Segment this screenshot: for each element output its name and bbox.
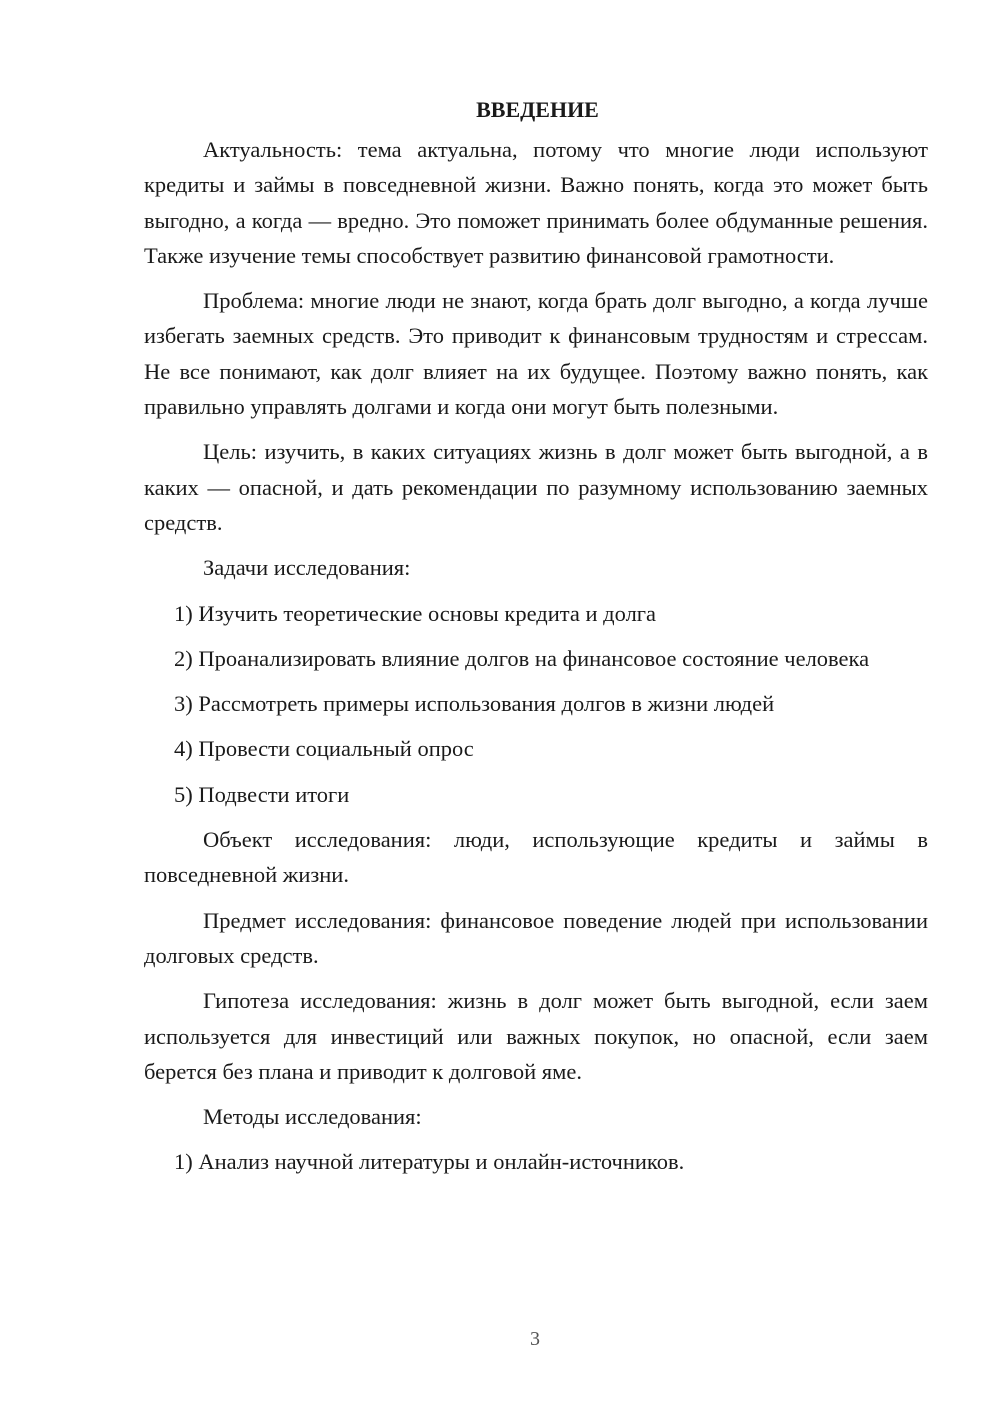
list-item-task-5: 5) Подвести итоги xyxy=(174,781,350,807)
page-number: 3 xyxy=(530,1328,540,1350)
list-item-task-1: 1) Изучить теоретические основы кредита и долга xyxy=(174,600,657,626)
paragraph-hypothesis: Гипотеза исследования: жизнь в долг может быть выгодной, если заем используется для инвестиций или важных покупок, но опасной, если заем берется без плана и приводит к долговой яме. xyxy=(144,988,928,1084)
paragraph-subject: Предмет исследования: финансовое поведение людей при использовании долговых средств. xyxy=(144,907,928,968)
paragraph-goal: Цель: изучить, в каких ситуациях жизнь в долг может быть выгодной, а в каких — опасной, и дать рекомендации по разумному использованию заемных средств. xyxy=(144,439,928,535)
list-item-task-4: 4) Провести социальный опрос xyxy=(174,736,474,762)
paragraph-object: Объект исследования: люди, использующие кредиты и займы в повседневной жизни. xyxy=(144,827,928,888)
list-item-task-2: 2) Проанализировать влияние долгов на финансовое состояние человека xyxy=(174,645,870,671)
list-item-task-3: 3) Рассмотреть примеры использования долгов в жизни людей xyxy=(174,691,775,717)
section-title: ВВЕДЕНИЕ xyxy=(476,97,599,122)
paragraph-problem: Проблема: многие люди не знают, когда брать долг выгодно, а когда лучше избегать заемных средств. Это приводит к финансовым трудностям и стрессам. Не все понимают, как долг влияет на их будущее. Поэтому важно понять, как правильно управлять долгами и когда они могут быть полезными. xyxy=(144,288,928,420)
paragraph-tasks-heading: Задачи исследования: xyxy=(203,555,411,581)
list-item-method-1: 1) Анализ научной литературы и онлайн-источников. xyxy=(174,1149,685,1175)
document-page xyxy=(144,92,928,1190)
paragraph-relevance: Актуальность: тема актуальна, потому что многие люди используют кредиты и займы в повседневной жизни. Важно понять, когда это может быть выгодно, а когда — вредно. Это поможет принимать более обдуманные решения. Также изучение темы способствует развитию финансовой грамотности. xyxy=(144,137,928,268)
paragraph-methods-heading: Методы исследования: xyxy=(203,1104,422,1130)
